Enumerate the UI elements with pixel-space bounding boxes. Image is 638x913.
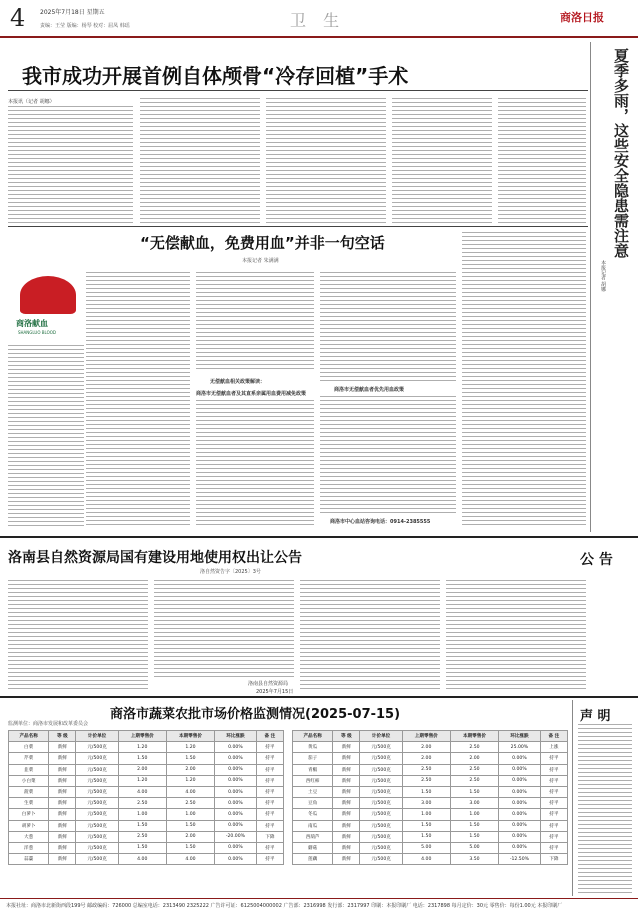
table-cell: 新鲜 xyxy=(49,775,76,786)
table-cell: 0.00% xyxy=(499,842,541,853)
table-cell: 2.50 xyxy=(402,764,450,775)
table-cell: 持平 xyxy=(256,775,283,786)
table-row xyxy=(293,798,568,809)
table-cell: 元/500克 xyxy=(360,820,402,831)
table-cell: 0.00% xyxy=(215,854,257,865)
table-cell: 白菜 xyxy=(9,742,49,753)
table-cell: 3.50 xyxy=(450,854,498,865)
table-cell: 4.00 xyxy=(166,854,214,865)
table-cell: 0.00% xyxy=(499,820,541,831)
lead-body-col-4 xyxy=(392,98,492,224)
table-cell: 黄瓜 xyxy=(293,742,333,753)
declaration-title: 声 明 xyxy=(580,709,611,724)
table-cell: 1.50 xyxy=(118,753,166,764)
notice-tag: 公 告 xyxy=(580,552,613,568)
table-cell: 芹菜 xyxy=(9,753,49,764)
table-cell: 0.00% xyxy=(499,831,541,842)
table-cell: 1.20 xyxy=(166,742,214,753)
section-name: 卫 生 xyxy=(290,11,346,30)
table-row xyxy=(9,742,284,753)
table-cell: 4.00 xyxy=(402,854,450,865)
table-cell: 4.00 xyxy=(118,786,166,797)
table-header: 计价单位 xyxy=(360,731,402,742)
table-cell: 2.00 xyxy=(402,742,450,753)
table-cell: 新鲜 xyxy=(333,786,360,797)
table-cell: 持平 xyxy=(540,764,567,775)
table-cell: 2.00 xyxy=(450,753,498,764)
table-cell: 1.00 xyxy=(450,809,498,820)
notice-headline: 洛南县自然资源局国有建设用地使用权出让公告 xyxy=(8,550,302,566)
price-table-left xyxy=(8,730,284,865)
table-row xyxy=(293,786,568,797)
table-row xyxy=(293,831,568,842)
table-cell: 冬瓜 xyxy=(293,809,333,820)
table-cell: 1.50 xyxy=(118,820,166,831)
blood-body-col-2 xyxy=(196,272,314,372)
table-cell: 2.00 xyxy=(402,753,450,764)
column-divider xyxy=(590,42,591,532)
table-cell: 下降 xyxy=(540,854,567,865)
table-cell: 新鲜 xyxy=(333,742,360,753)
table-cell: 0.00% xyxy=(215,820,257,831)
table-header: 产品名称 xyxy=(293,731,333,742)
table-cell: 0.00% xyxy=(499,753,541,764)
table-cell: 元/500克 xyxy=(360,764,402,775)
table-cell: 2.00 xyxy=(118,764,166,775)
sidebar-headline: 夏季多雨，这些安全隐患需注意 xyxy=(612,48,630,258)
staff-line: 责编：王莹 版编：杨琴 校对：屈凤 韩瑶 xyxy=(40,23,130,29)
table-cell: 新鲜 xyxy=(333,753,360,764)
table-cell: 新鲜 xyxy=(333,798,360,809)
blood-hotline: 商洛市中心血站咨询电话：0914-2385555 xyxy=(330,519,431,525)
table-cell: 2.50 xyxy=(118,831,166,842)
table-cell: 元/500克 xyxy=(360,742,402,753)
table-cell: 元/500克 xyxy=(76,753,118,764)
table-cell: 西葫芦 xyxy=(293,831,333,842)
table-cell: 新鲜 xyxy=(49,753,76,764)
table-row xyxy=(9,775,284,786)
table-cell: 1.50 xyxy=(118,842,166,853)
divider xyxy=(0,696,638,698)
market-headline: 商洛市蔬菜农批市场价格监测情况(2025-07-15) xyxy=(110,707,401,722)
table-cell: 5.00 xyxy=(402,842,450,853)
notice-issuer: 洛南县自然资源局 xyxy=(248,681,289,687)
table-cell: 1.50 xyxy=(450,786,498,797)
notice-date: 2025年7月15日 xyxy=(256,689,294,695)
table-cell: 1.50 xyxy=(450,831,498,842)
table-cell: 0.00% xyxy=(499,775,541,786)
table-cell: -20.00% xyxy=(215,831,257,842)
blood-body-col-0 xyxy=(8,345,84,528)
blood-body-col-5 xyxy=(320,396,456,514)
table-cell: 元/500克 xyxy=(76,854,118,865)
table-cell: 1.00 xyxy=(166,809,214,820)
table-cell: 持平 xyxy=(256,842,283,853)
table-cell: 元/500克 xyxy=(76,786,118,797)
table-row xyxy=(293,753,568,764)
table-row xyxy=(293,742,568,753)
table-cell: 新鲜 xyxy=(49,820,76,831)
table-cell: 元/500克 xyxy=(76,764,118,775)
table-cell: 持平 xyxy=(540,809,567,820)
table-cell: 南瓜 xyxy=(293,820,333,831)
table-header: 环比涨跌 xyxy=(499,731,541,742)
table-row xyxy=(9,831,284,842)
table-cell: 持平 xyxy=(540,842,567,853)
table-cell: 1.50 xyxy=(402,831,450,842)
table-header: 本期零售价 xyxy=(450,731,498,742)
table-cell: 新鲜 xyxy=(333,809,360,820)
table-cell: 蒜薹 xyxy=(9,854,49,865)
table-cell: 持平 xyxy=(256,764,283,775)
notice-body-col-1 xyxy=(8,580,148,690)
page-number: 4 xyxy=(10,4,26,32)
table-cell: 3.00 xyxy=(402,798,450,809)
table-cell: 土豆 xyxy=(293,786,333,797)
table-cell: 1.50 xyxy=(166,753,214,764)
table-cell: 元/500克 xyxy=(360,854,402,865)
table-header: 上期零售价 xyxy=(118,731,166,742)
table-cell: 菠菜 xyxy=(9,786,49,797)
table-row xyxy=(293,764,568,775)
blood-body-col-3 xyxy=(196,400,314,528)
table-cell: 1.00 xyxy=(118,809,166,820)
price-table-right xyxy=(292,730,568,865)
policy-label: 无偿献血相关政策解读： xyxy=(210,379,266,385)
table-cell: 0.00% xyxy=(499,809,541,820)
table-cell: 新鲜 xyxy=(49,842,76,853)
table-cell: 0.00% xyxy=(215,786,257,797)
divider xyxy=(8,90,588,91)
table-cell: 新鲜 xyxy=(333,764,360,775)
table-cell: 1.20 xyxy=(118,742,166,753)
table-header: 本期零售价 xyxy=(166,731,214,742)
table-cell: 0.00% xyxy=(499,798,541,809)
table-cell: 持平 xyxy=(256,809,283,820)
table-cell: 新鲜 xyxy=(333,854,360,865)
table-cell: 1.50 xyxy=(402,820,450,831)
column-divider xyxy=(572,700,573,896)
table-cell: 1.50 xyxy=(166,842,214,853)
table-cell: 新鲜 xyxy=(49,798,76,809)
table-cell: 持平 xyxy=(540,831,567,842)
table-cell: 元/500克 xyxy=(360,775,402,786)
table-cell: 持平 xyxy=(256,798,283,809)
notice-body-col-2 xyxy=(154,580,294,680)
table-cell: 持平 xyxy=(540,798,567,809)
table-cell: 韭菜 xyxy=(9,764,49,775)
table-cell: 元/500克 xyxy=(76,820,118,831)
table-cell: 0.00% xyxy=(215,775,257,786)
table-cell: 新鲜 xyxy=(333,842,360,853)
table-cell: 持平 xyxy=(540,786,567,797)
table-header: 环比涨跌 xyxy=(215,731,257,742)
table-cell: 1.50 xyxy=(166,820,214,831)
table-cell: 1.20 xyxy=(166,775,214,786)
table-cell: 新鲜 xyxy=(49,786,76,797)
table-header: 等 级 xyxy=(333,731,360,742)
table-row xyxy=(293,854,568,865)
table-row xyxy=(9,753,284,764)
table-cell: 2.50 xyxy=(450,742,498,753)
table-cell: 持平 xyxy=(540,775,567,786)
table-cell: 元/500克 xyxy=(76,809,118,820)
table-cell: 持平 xyxy=(540,753,567,764)
table-header: 备 注 xyxy=(540,731,567,742)
notice-number: 洛自然资告字〔2025〕3号 xyxy=(200,569,261,575)
table-cell: 新鲜 xyxy=(49,809,76,820)
table-header: 上期零售价 xyxy=(402,731,450,742)
blood-headline: “无偿献血，免费用血”并非一句空话 xyxy=(140,234,385,252)
blood-logo-sub: SHANGLUO BLOOD xyxy=(18,330,56,335)
table-cell: 持平 xyxy=(256,820,283,831)
table-cell: 白萝卜 xyxy=(9,809,49,820)
table-cell: 4.00 xyxy=(118,854,166,865)
table-cell: 新鲜 xyxy=(49,854,76,865)
table-header: 备 注 xyxy=(256,731,283,742)
blood-body-col-1 xyxy=(86,272,190,528)
table-row xyxy=(293,809,568,820)
table-cell: 元/500克 xyxy=(76,742,118,753)
lead-body-col-2 xyxy=(140,98,260,224)
table-cell: 元/500克 xyxy=(76,798,118,809)
table-cell: 0.00% xyxy=(215,798,257,809)
market-unit: 监测单位：商洛市发展和改革委员会 xyxy=(8,721,89,727)
table-row xyxy=(9,842,284,853)
lead-body-col-3 xyxy=(266,98,386,224)
table-cell: 持平 xyxy=(256,742,283,753)
table-cell: 新鲜 xyxy=(333,820,360,831)
table-cell: 新鲜 xyxy=(333,831,360,842)
table-cell: 蘑菇 xyxy=(293,842,333,853)
table-cell: 2.50 xyxy=(450,764,498,775)
blood-body-col-4 xyxy=(320,272,456,382)
table-cell: 2.50 xyxy=(166,798,214,809)
table-cell: 元/500克 xyxy=(360,831,402,842)
table-cell: 元/500克 xyxy=(360,842,402,853)
table-cell: 茄子 xyxy=(293,753,333,764)
table-row xyxy=(293,775,568,786)
declaration-body xyxy=(578,724,632,894)
table-header: 产品名称 xyxy=(9,731,49,742)
table-cell: 0.00% xyxy=(499,764,541,775)
table-row xyxy=(9,764,284,775)
table-cell: 元/500克 xyxy=(360,798,402,809)
table-row xyxy=(9,798,284,809)
table-row xyxy=(9,854,284,865)
table-cell: 青椒 xyxy=(293,764,333,775)
table-cell: 洋葱 xyxy=(9,842,49,853)
table-cell: 元/500克 xyxy=(360,753,402,764)
table-cell: 1.50 xyxy=(450,820,498,831)
table-cell: 0.00% xyxy=(215,809,257,820)
policy-label-2: 商洛市无偿献血者及其直系亲属用血费用减免政策 xyxy=(196,391,307,397)
table-cell: 元/500克 xyxy=(76,831,118,842)
issue-date: 2025年7月18日 星期五 xyxy=(40,9,105,16)
blood-byline: 本报记者 朱满满 xyxy=(242,258,279,264)
table-cell: 西红柿 xyxy=(293,775,333,786)
table-cell: 上涨 xyxy=(540,742,567,753)
table-cell: 生菜 xyxy=(9,798,49,809)
notice-body-col-4 xyxy=(446,580,586,690)
table-cell: 元/500克 xyxy=(76,842,118,853)
table-cell: 1.50 xyxy=(402,786,450,797)
table-cell: 新鲜 xyxy=(333,775,360,786)
table-cell: 元/500克 xyxy=(360,809,402,820)
table-cell: 持平 xyxy=(540,820,567,831)
table-header: 计价单位 xyxy=(76,731,118,742)
table-row xyxy=(293,842,568,853)
lead-headline: 我市成功开展首例自体颅骨“冷存回植”手术 xyxy=(22,64,409,88)
table-cell: 3.00 xyxy=(450,798,498,809)
table-cell: 元/500克 xyxy=(76,775,118,786)
lead-body-col-1 xyxy=(8,106,133,224)
table-cell: 持平 xyxy=(256,854,283,865)
table-cell: 1.00 xyxy=(402,809,450,820)
table-cell: 0.00% xyxy=(499,786,541,797)
table-cell: 4.00 xyxy=(166,786,214,797)
divider xyxy=(0,536,638,538)
policy-label-3: 商洛市无偿献血者优先用血政策 xyxy=(334,387,405,393)
table-row xyxy=(293,820,568,831)
table-cell: 莲藕 xyxy=(293,854,333,865)
notice-body-col-3 xyxy=(300,580,440,690)
table-cell: 2.50 xyxy=(402,775,450,786)
lead-byline: 本报讯（记者 胡娜） xyxy=(8,99,55,105)
table-cell: 元/500克 xyxy=(360,786,402,797)
table-cell: 大葱 xyxy=(9,831,49,842)
table-cell: 0.00% xyxy=(215,742,257,753)
table-cell: 5.00 xyxy=(450,842,498,853)
table-cell: 新鲜 xyxy=(49,764,76,775)
blood-logo-text: 商洛献血 xyxy=(16,319,48,328)
table-cell: 2.00 xyxy=(166,764,214,775)
table-cell: 持平 xyxy=(256,753,283,764)
masthead xyxy=(0,0,638,38)
divider xyxy=(8,226,588,227)
table-cell: 0.00% xyxy=(215,842,257,853)
table-cell: 2.50 xyxy=(118,798,166,809)
table-row xyxy=(9,820,284,831)
paper-logo: 商洛日报 xyxy=(560,11,604,24)
table-cell: 新鲜 xyxy=(49,742,76,753)
table-cell: 1.20 xyxy=(118,775,166,786)
table-cell: 2.50 xyxy=(450,775,498,786)
table-cell: 胡萝卜 xyxy=(9,820,49,831)
table-cell: 小白菜 xyxy=(9,775,49,786)
blood-logo-icon xyxy=(20,276,76,314)
table-row xyxy=(9,809,284,820)
table-cell: 2.00 xyxy=(166,831,214,842)
table-cell: 下降 xyxy=(256,831,283,842)
table-cell: 持平 xyxy=(256,786,283,797)
table-cell: 25.00% xyxy=(499,742,541,753)
table-cell: 0.00% xyxy=(215,753,257,764)
footer: 本报社址：商洛市北新街西段199号 邮政编码：726000 总编室电话：2313490 2325222 广告许可证：6125004000002 广告部：2316998 发行部：2317997 印刷：本报印刷厂 电话：2317898 每月定价：30元 零售价：每份1.00元 本报印刷厂 xyxy=(0,898,638,913)
table-cell: -12.50% xyxy=(499,854,541,865)
table-cell: 0.00% xyxy=(215,764,257,775)
table-row xyxy=(9,786,284,797)
table-header: 等 级 xyxy=(49,731,76,742)
table-cell: 新鲜 xyxy=(49,831,76,842)
sidebar-author: 本报记者 胡娜 xyxy=(600,260,606,292)
table-cell: 豆角 xyxy=(293,798,333,809)
